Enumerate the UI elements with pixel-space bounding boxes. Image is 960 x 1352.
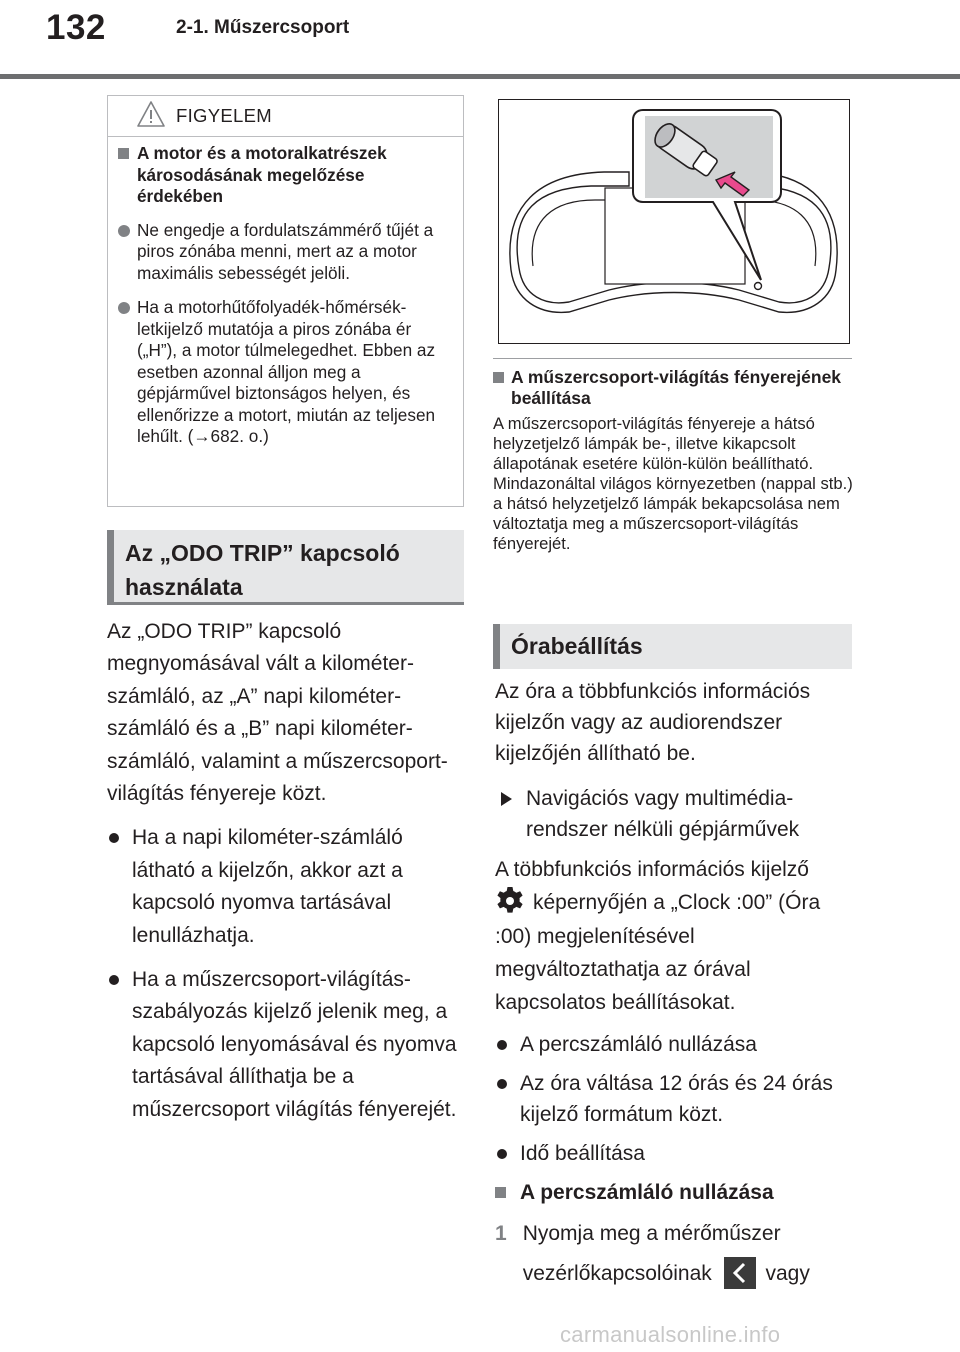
brightness-subsection (493, 367, 855, 554)
cluster-drawing (499, 100, 848, 342)
bullet-icon (109, 975, 119, 985)
square-bullet-icon (493, 372, 504, 383)
list-item-text: Idő beállítása (520, 1142, 645, 1166)
warning-bullet-text: Ne engedje a fordulatszámmérő tűjét a piros zónába menni, mert az a motor maximális sebességét jelöli. (137, 219, 434, 283)
brightness-text: A műszercsoport-világítás fényereje a hátsó helyzetjelző lámpák be-, illetve kikapcsolt állapotának esetére külön-külön beállítható. Mindazonáltal világos környezetben (nappal stb.) a hátsó helyzetjelző lámpák bekapcsolása nem változtatja meg a műszercsoport-világítás fényerejét. (493, 414, 853, 553)
list-item (495, 1029, 857, 1060)
warning-triangle-icon (136, 100, 166, 128)
odo-section-body (107, 616, 467, 1126)
list-item (495, 1138, 857, 1169)
brightness-subheading-text: A műszercsoport-világítás fényerejének beállítása (511, 367, 842, 408)
clock-text-after-icon: képernyőjén a „Clock :00” (Óra :00) megjelenítésével megváltoztathatja az órával kapcsolatos beállításokat. (495, 891, 821, 1015)
percszamlalo-subheading-text: A percszámláló nullázása (520, 1181, 774, 1205)
percszamlalo-subheading (495, 1177, 857, 1208)
page-number: 132 (46, 8, 106, 47)
bullet-icon (497, 1079, 507, 1089)
nav-item (495, 783, 857, 845)
list-item-text: A percszámláló nullázása (520, 1033, 757, 1057)
figure-rule (493, 358, 852, 359)
odo-section-heading: Az „ODO TRIP” kapcsoló használata (107, 530, 464, 605)
back-chevron-icon (724, 1257, 756, 1289)
clock-settings-paragraph (495, 853, 857, 1019)
clock-section-heading: Órabeállítás (493, 624, 852, 669)
warning-box (107, 95, 464, 507)
clock-intro: Az óra a többfunkciós információs kijelzőn vagy az audiorendszer kijelzőjén állítható be. (495, 680, 811, 765)
square-bullet-icon (495, 1187, 506, 1198)
warning-header (108, 96, 463, 137)
list-item (107, 964, 467, 1126)
warning-subheading (116, 143, 449, 208)
header-rule (0, 74, 960, 79)
square-bullet-icon (118, 148, 129, 159)
section-title: 2-1. Műszercsoport (176, 17, 350, 38)
list-item (495, 1068, 857, 1130)
triangle-bullet-icon (501, 792, 512, 806)
instrument-cluster-illustration (498, 99, 850, 344)
step-text-b: vagy (765, 1262, 810, 1286)
step-text-a: Nyomja meg a mérőműszer vezérlőkapcsolóinak (522, 1222, 781, 1286)
nav-item-text: Navigációs vagy multimédia-rendszer nélküli gépjárművek (526, 787, 800, 841)
list-item (107, 822, 467, 952)
warning-bullet-text: Ha a motorhűtőfolyadék-hőmérsék-letkijelző mutatója a piros zónába ér („H”), a motor túlmelegedhet. Ebben az esetben azonnal álljon meg a gépjárművel biztonságos helyen, és ellenőrizze a motort, miután az teljesen lehűlt. (→682. o.) (137, 297, 436, 446)
step-number: 1 (495, 1222, 507, 1246)
warning-subheading-text: A motor és a motoralkatrészek károsodásának megelőzése érdekében (137, 143, 387, 206)
circle-bullet-icon (118, 225, 130, 237)
list-item-text: Ha a műszercsoport-világítás-szabályozás kijelző jelenik meg, a kapcsoló lenyomásával és nyomva tartásával állíthatja be a műszercsoport világítás fényerejét. (132, 968, 457, 1121)
step-text (523, 1214, 857, 1294)
warning-title: FIGYELEM (176, 105, 272, 126)
bullet-icon (497, 1040, 507, 1050)
bullet-icon (109, 833, 119, 843)
clock-section-body (495, 676, 857, 1294)
brightness-subheading (493, 367, 855, 408)
gear-icon (495, 886, 525, 916)
list-item-text: Az óra váltása 12 órás és 24 órás kijelző formátum közt. (520, 1072, 833, 1127)
list-item-text: Ha a napi kilométer-számláló látható a kijelzőn, akkor azt a kapcsoló nyomva tartásával lenullázhatja. (132, 826, 403, 947)
warning-bullet (116, 220, 449, 285)
watermark: carmanualsonline.info (560, 1322, 781, 1347)
warning-bullet (116, 297, 449, 448)
circle-bullet-icon (118, 302, 130, 314)
clock-text-before-icon: A többfunkciós információs kijelző (495, 858, 809, 881)
odo-intro: Az „ODO TRIP” kapcsoló megnyomásával vált a kilométer-számláló, az „A” napi kilométer-számláló és a „B” napi kilométer-számláló, valamint a műszercsoport-világítás fényereje közt. (107, 620, 448, 806)
bullet-icon (497, 1149, 507, 1159)
step-item (495, 1214, 857, 1294)
